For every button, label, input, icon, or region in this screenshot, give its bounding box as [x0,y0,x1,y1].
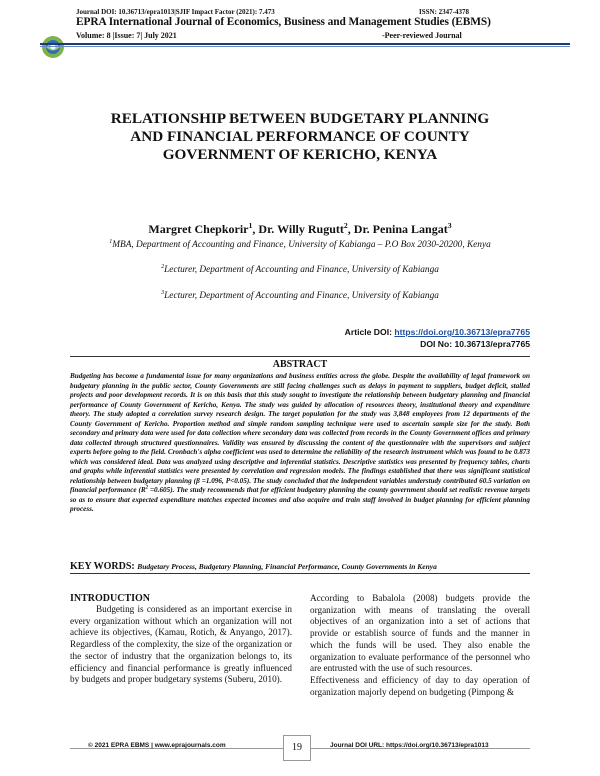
journal-title: EPRA International Journal of Economics, Business and Management Studies (EBMS) [76,16,491,28]
intro-paragraph-3: Effectiveness and efficiency of day to day operation of organization majorly depend on budgeting (Pimpong & [310,674,530,697]
author-1: Margret Chepkorir [148,222,249,236]
peer-reviewed-text: -Peer-reviewed Journal [382,31,462,40]
affiliation-3-sup: 3 [161,289,165,296]
column-right [310,593,530,698]
journal-doi-line [76,8,596,16]
article-doi-label: Article DOI: [344,327,395,337]
introduction-heading: INTRODUCTION [70,593,151,604]
page-number: 19 [283,735,311,761]
author-3-sup: 3 [447,221,452,230]
paper-title [60,110,540,164]
article-doi [200,327,530,337]
abstract-body-end: =0.605). The study recommends that for efficient budgetary planning the county government should set realistic revenue targets so as to ensure that expected expenditure matches expected incomes and also acquire and train staff involved in budget planning for efficient planning process. [70,486,530,513]
affiliation-2-text: Lecturer, Department of Accounting and Finance, University of Kabianga [164,265,439,275]
affiliation-1-sup: 1 [109,238,113,245]
author-2-sup: 2 [343,221,348,230]
affiliation-3 [60,291,540,301]
abstract-text [70,372,530,515]
author-3: , Dr. Penina Langat [347,222,448,236]
issn-text: ISSN: 2347-4378 [419,8,469,16]
footer-journal-url: Journal DOI URL: https://doi.org/10.36713/epra1013 [330,742,489,749]
keywords-text: Budgetary Process, Budgetary Planning, Financial Performance, County Governments in Kenya [137,562,437,571]
volume-text: Volume: 8 |Issue: 7| July 2021 [76,31,177,40]
affiliation-2-sup: 2 [161,263,165,270]
author-list [60,222,540,237]
keywords-label: KEY WORDS: [70,561,138,572]
author-1-sup: 1 [248,221,253,230]
affiliation-1 [60,240,540,250]
abstract-bottom-rule [70,573,530,574]
title-line-2: AND FINANCIAL PERFORMANCE OF COUNTY [130,128,470,145]
header-rule [40,43,570,45]
author-2: , Dr. Willy Rugutt [252,222,344,236]
abstract-body: Budgeting has become a fundamental issue for many organizations and business entities across the globe. Despite the availability of legal framework on budgetary planning in the public sector, County Governments are still facing challenges such as delays in payment to suppliers, budget deficit, stalled projects and poor development records. It is on this basis that this study sought to investigate the relationship between budgetary planning and financial performance of County Government of Kericho, Kenya. The study was guided by allocation of resources theory, institutional theory and expenditure theory. The study adopted a correlation survey research design. The target population for the study was 3,848 employees from 12 departments of the County Government of Kericho. Proportion method and simple random sampling technique were used to ascertain sample size for the study. Both secondary and primary data were used for data collection where secondary data was collected from records in the County Government offices and primary data collected through structured questionnaires. Validity was ensured by discussing the content of the questionnaire with the supervisors and subject experts before going to the field. Cronbach's alpha coefficient was used to determine the reliability of the research instrument which was found to be 0.873 which was considered ideal. Data was analyzed using descriptive and inferential statistics. Descriptive statistics was presented by frequency tables, charts and graphs while inferential statistics were presented by correlation and regression models. The findings established that there was significant statistical relationship between budgetary planning (β =1.096, P<0.05). The study concluded that the independent variables understudy contributed 60.5 variation on financial performance (R [70,372,530,494]
article-doi-link[interactable]: https://doi.org/10.36713/epra7765 [394,327,530,337]
footer-copyright: © 2021 EPRA EBMS | www.eprajournals.com [88,742,226,749]
intro-paragraph-1: Budgeting is considered as an important exercise in every organization without which an organization will not achieve its objectives, (Kamau, Rotich, & Anyango, 2017). Regardless of the complexity, the size of the organization or the sector of industry that the organization belongs to, its efficiency and financial performance is greatly influenced by budgets and proper budgetary systems (Suberu, 2010). [70,604,292,685]
volume-line [76,31,596,40]
abstract-top-rule [70,356,530,357]
abstract-r2-sup: 2 [145,485,149,491]
title-line-1: RELATIONSHIP BETWEEN BUDGETARY PLANNING [110,110,490,127]
title-line-3: GOVERNMENT OF KERICHO, KENYA [162,146,438,163]
doi-number: DOI No: 10.36713/epra7765 [420,339,530,349]
affiliation-3-text: Lecturer, Department of Accounting and Finance, University of Kabianga [164,291,439,301]
column-left [70,604,292,686]
keywords [70,561,530,572]
intro-paragraph-2: According to Babalola (2008) budgets provide the organization with means of translating the overall objectives of an organization into a set of actions that provide or establish source of funds and the manner in which the funds will be used. They also enable the organization to evaluate performance of the personnel who are entrusted with the use of such resources. [310,593,530,674]
affiliation-1-text: MBA, Department of Accounting and Finance, University of Kabianga – P.O Box 2030-20200, Kenya [112,240,491,250]
journal-doi-text: Journal DOI: 10.36713/epra1013|SJIF Impact Factor (2021): 7.473 [76,8,275,16]
abstract-heading: ABSTRACT [272,359,328,370]
header-rule-thin [40,46,570,47]
epra-globe-logo-icon [40,34,66,60]
affiliation-2 [60,265,540,275]
